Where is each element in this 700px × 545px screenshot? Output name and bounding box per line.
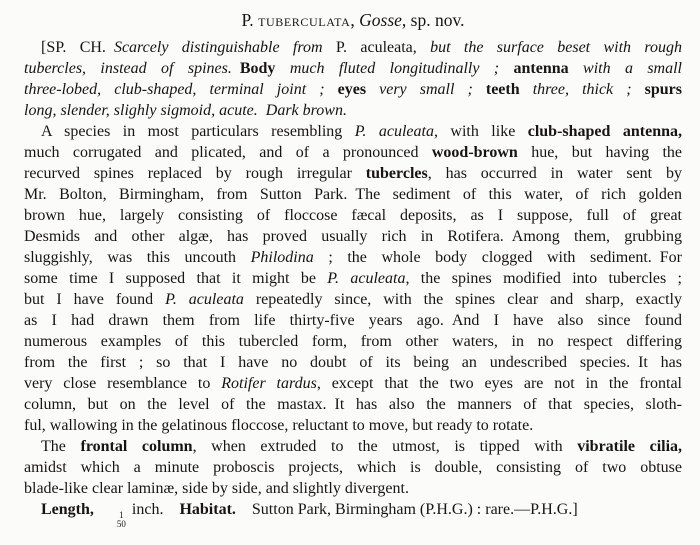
- text-run: brown hue, largely consisting of floccose fæcal deposits, as I suppose, full of great: [24, 207, 682, 224]
- text-run: wood-brown: [431, 144, 518, 161]
- text-line: [24, 478, 682, 499]
- fraction-value: 1 50: [116, 510, 126, 529]
- text-run: , has occurred in water sent by: [427, 165, 683, 182]
- text-run: [SP. CH.: [41, 39, 114, 56]
- text-run: tubercles, instead of spines.: [24, 60, 240, 77]
- text-run: , with like: [433, 123, 528, 140]
- text-line: [24, 373, 682, 394]
- text-run: Scarcely distinguishable from: [113, 39, 336, 56]
- text-run: P. aculeata,: [335, 39, 431, 56]
- text-run: numerous examples of this tubercled form, from other waters, in no respect differing: [24, 333, 682, 350]
- text-line: [24, 184, 682, 205]
- text-line: [24, 268, 682, 289]
- text-line: [24, 121, 682, 142]
- text-line: [24, 331, 682, 352]
- text-run: P. aculeata: [165, 291, 244, 308]
- text-run: , the spines modified into tubercles ;: [405, 270, 682, 287]
- text-run: Habitat.: [179, 501, 236, 518]
- text-run: , sp. nov.: [401, 10, 465, 30]
- text-run: Philodina: [250, 249, 314, 266]
- text-run: but I have found: [24, 291, 166, 308]
- text-run: much corrugated and plicated, and of a pronounced: [24, 144, 432, 161]
- text-run: , when extruded to the utmost, is tipped with: [192, 438, 578, 455]
- text-run: frontal column: [80, 438, 193, 455]
- text-run: eyes: [337, 81, 367, 98]
- text-line: [24, 163, 682, 184]
- text-run: Body: [239, 60, 276, 77]
- text-run: Sutton Park, Birmingham (P.H.G.) : rare.—P.H.G.]: [235, 501, 578, 518]
- text-run: A species in most particulars resembling: [41, 123, 355, 140]
- text-line: [24, 100, 682, 121]
- text-run: three-lobed, club-shaped, terminal joint ;: [24, 81, 338, 98]
- text-run: vibratile cilia,: [577, 438, 683, 455]
- text-run: some time I supposed that it might be: [24, 270, 328, 287]
- text-run: teeth: [485, 81, 520, 98]
- text-line: [24, 79, 682, 100]
- text-run: but the surface beset with rough: [430, 39, 683, 56]
- text-run: P. aculeata: [327, 270, 406, 287]
- text-run: ,: [350, 10, 360, 30]
- text-line: [24, 205, 682, 226]
- text-line: [24, 58, 682, 79]
- text-run: recurved spines replaced by rough irregular: [24, 165, 366, 182]
- text-run: amidst which a minute proboscis projects, which is double, consisting of two obtuse: [24, 459, 682, 476]
- text-run: club-shaped antenna,: [527, 123, 682, 140]
- text-run: very close resemblance to: [24, 375, 222, 392]
- text-run: repeatedly since, with the spines clear and sharp, exactly: [243, 291, 682, 308]
- text-run: with a small: [568, 60, 683, 77]
- text-run: long, slender, slighly sigmoid, acute. Dark brown.: [24, 102, 347, 119]
- text-run: tubercles: [365, 165, 428, 182]
- text-run: Mr. Bolton, Birmingham, from Sutton Park. The sediment of this water, of rich golden: [24, 186, 682, 203]
- text-run: ; the whole body clogged with sediment. For: [313, 249, 683, 266]
- text-run: Length,: [41, 501, 94, 518]
- text-line: [24, 226, 682, 247]
- text-run: much fluted longitudinally ;: [275, 60, 514, 77]
- text-line: [24, 247, 682, 268]
- text-run: Gosse: [359, 10, 402, 30]
- page-title: [24, 8, 682, 32]
- text-run: ful, wallowing in the gelatinous floccose, reluctant to move, but ready to rotate.: [24, 417, 534, 434]
- text-run: sluggishly, was this uncouth: [24, 249, 251, 266]
- text-line: [24, 394, 682, 415]
- text-run: tuberculata: [258, 10, 351, 30]
- text-run: Desmids and other algæ, has proved usually rich in Rotifera. Among them, grubbing: [24, 228, 682, 245]
- text-line: [24, 352, 682, 373]
- text-block: [24, 8, 682, 528]
- text-run: blade-like clear laminæ, side by side, and slightly divergent.: [24, 480, 409, 497]
- text-run: from the first ; so that I have no doubt of its being an undescribed species. It has: [24, 354, 682, 371]
- text-run: antenna: [513, 60, 569, 77]
- text-line: [24, 436, 682, 457]
- text-run: very small ;: [366, 81, 486, 98]
- text-run: spurs: [644, 81, 682, 98]
- text-run: Rotifer tardus: [221, 375, 317, 392]
- text-line: [24, 310, 682, 331]
- text-run: as I had drawn them from life thirty-five years ago. And I have also since found: [24, 312, 682, 329]
- text-run: The: [41, 438, 81, 455]
- text-run: inch.: [127, 501, 180, 518]
- text-run: hue, but having the: [517, 144, 682, 161]
- text-run: [94, 501, 98, 518]
- text-run: P.: [241, 10, 259, 30]
- text-line: [24, 415, 682, 436]
- text-line: [24, 142, 682, 163]
- text-run: P. aculeata: [354, 123, 434, 140]
- text-line: [24, 457, 682, 478]
- text-run: column, but on the level of the mastax. It has also the manners of that species, sloth-: [24, 396, 682, 413]
- text-run: three, thick ;: [519, 81, 645, 98]
- text-run: , except that the two eyes are not in the frontal: [316, 375, 682, 392]
- text-line: [24, 37, 682, 58]
- text-line: [24, 289, 682, 310]
- text-line: [24, 499, 682, 528]
